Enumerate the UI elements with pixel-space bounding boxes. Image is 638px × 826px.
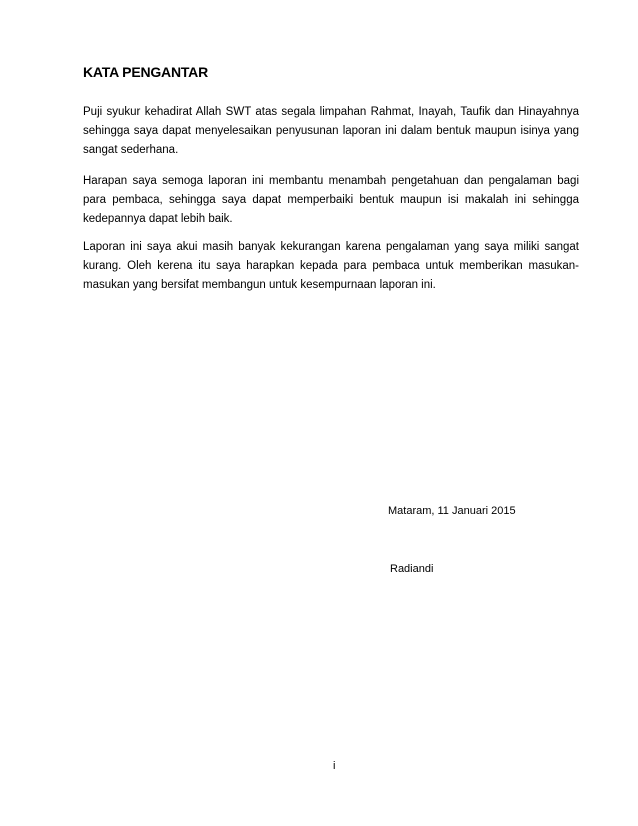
signer-name: Radiandi	[390, 563, 434, 575]
place-date: Mataram, 11 Januari 2015	[388, 505, 516, 517]
page-title: KATA PENGANTAR	[83, 64, 209, 80]
paragraph-3: Laporan ini saya akui masih banyak kekurangan karena pengalaman yang saya miliki sangat kurang. Oleh kerena itu saya harapkan kepada para pembaca untuk memberikan masukan-masukan yang bersifat membangun untuk kesempurnaan laporan ini.	[83, 241, 579, 291]
paragraph-2: Harapan saya semoga laporan ini membantu menambah pengetahuan dan pengalaman bagi para pembaca, sehingga saya dapat memperbaiki bentuk maupun isi makalah ini sehingga kedepannya dapat lebih baik.	[83, 175, 579, 225]
paragraph-1: Puji syukur kehadirat Allah SWT atas segala limpahan Rahmat, Inayah, Taufik dan Hinayahnya sehingga saya dapat menyelesaikan penyusunan laporan ini dalam bentuk maupun isinya yang sangat sederhana.	[83, 106, 579, 156]
page-number: i	[333, 760, 336, 772]
